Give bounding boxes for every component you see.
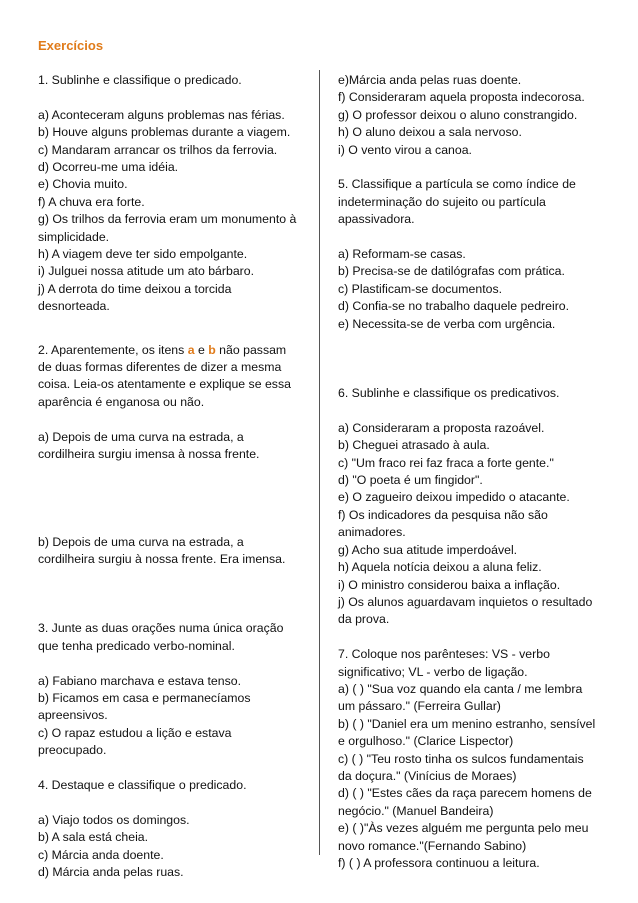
exercise-7-item: c) ( ) "Teu rosto tinha os sulcos fundamentais da doçura." (Vinícius de Moraes) bbox=[338, 751, 584, 783]
column-divider bbox=[319, 70, 320, 855]
exercise-4-item: c) Márcia anda doente. bbox=[38, 847, 164, 862]
exercise-6-item: b) Cheguei atrasado à aula. bbox=[338, 438, 490, 453]
exercise-1-item: i) Julguei nossa atitude um ato bárbaro. bbox=[38, 264, 255, 279]
exercise-7-prompt: 7. Coloque nos parênteses: VS - verbo significativo; VL - verbo de ligação. bbox=[338, 647, 550, 679]
exercise-5-prompt: 5. Classifique a partícula se como índice de indeterminação do sujeito ou partícula apassivadora. bbox=[338, 177, 576, 227]
exercise-1-item: c) Mandaram arrancar os trilhos da ferrovia. bbox=[38, 142, 278, 157]
exercise-1-item: e) Chovia muito. bbox=[38, 177, 128, 192]
exercise-5-item: c) Plastificam-se documentos. bbox=[338, 281, 503, 296]
exercise-1-item: d) Ocorreu-me uma idéia. bbox=[38, 160, 179, 175]
exercise-4-item: e)Márcia anda pelas ruas doente. bbox=[338, 73, 522, 87]
exercise-5-item: a) Reformam-se casas. bbox=[338, 247, 466, 262]
item-a-highlight: a bbox=[187, 342, 195, 357]
exercise-1-prompt: 1. Sublinhe e classifique o predicado. bbox=[38, 73, 242, 87]
exercise-6-item: j) Os alunos aguardavam inquietos o resultado da prova. bbox=[338, 594, 593, 627]
exercise-3-item: b) Ficamos em casa e permanecíamos apreensivos. bbox=[38, 690, 251, 723]
exercise-3-prompt: 3. Junte as duas orações numa única oração que tenha predicado verbo-nominal. bbox=[38, 621, 284, 653]
exercise-7-item: d) ( ) "Estes cães da raça parecem homens de negócio." (Manuel Bandeira) bbox=[338, 786, 592, 818]
exercise-4-item: d) Márcia anda pelas ruas. bbox=[38, 864, 184, 879]
exercise-1-item: a) Aconteceram alguns problemas nas férias. bbox=[38, 107, 285, 122]
right-column bbox=[338, 72, 600, 872]
exercise-4-item: i) O vento virou a canoa. bbox=[338, 142, 472, 157]
exercise-1-item: j) A derrota do time deixou a torcida desnorteada. bbox=[38, 281, 232, 314]
exercise-2-prompt-part: não passam de duas formas diferentes de dizer a mesma coisa. Leia-os atentamente e explique se essa aparência é enganosa ou não. bbox=[38, 342, 291, 409]
exercise-6-item: a) Consideraram a proposta razoável. bbox=[338, 420, 545, 435]
exercise-2-prompt-part: 2. Aparentemente, os itens bbox=[38, 342, 188, 357]
exercise-7-item: a) ( ) "Sua voz quando ela canta / me lembra um pássaro." (Ferreira Gullar) bbox=[338, 681, 583, 714]
exercise-7-item: b) ( ) "Daniel era um menino estranho, sensível e orgulhoso." (Clarice Lispector) bbox=[338, 716, 596, 749]
exercise-3-item: a) Fabiano marchava e estava tenso. bbox=[38, 673, 242, 688]
exercise-2-prompt-part: e bbox=[194, 342, 209, 357]
exercise-6-prompt: 6. Sublinhe e classifique os predicativos. bbox=[338, 386, 560, 401]
exercise-4-item: b) A sala está cheia. bbox=[38, 830, 149, 845]
exercise-1-item: g) Os trilhos da ferrovia eram um monumento à simplicidade. bbox=[38, 212, 297, 244]
item-b-highlight: b bbox=[208, 342, 216, 357]
exercise-3-item: c) O rapaz estudou a lição e estava preocupado. bbox=[38, 725, 232, 758]
exercise-1-item: h) A viagem deve ter sido empolgante. bbox=[38, 247, 248, 262]
exercise-2-item-a: a) Depois de uma curva na estrada, a cordilheira surgiu imensa à nossa frente. bbox=[38, 429, 260, 462]
exercise-2-item-b: b) Depois de uma curva na estrada, a cordilheira surgiu à nossa frente. Era imensa. bbox=[38, 534, 286, 566]
exercise-4-item: h) O aluno deixou a sala nervoso. bbox=[338, 125, 522, 140]
exercise-4-item: f) Consideraram aquela proposta indecorosa. bbox=[338, 90, 585, 105]
exercise-4-item: a) Viajo todos os domingos. bbox=[38, 812, 190, 827]
page-title: Exercícios bbox=[38, 38, 104, 53]
exercise-4-item: g) O professor deixou o aluno constrangido. bbox=[338, 107, 578, 122]
exercise-7-item: f) ( ) A professora continuou a leitura. bbox=[338, 856, 540, 870]
exercise-6-item: d) "O poeta é um fingidor". bbox=[338, 473, 483, 488]
exercise-5-item: d) Confia-se no trabalho daquele pedreiro. bbox=[338, 299, 570, 314]
exercise-6-item: e) O zagueiro deixou impedido o atacante. bbox=[338, 490, 570, 505]
exercise-6-item: c) "Um fraco rei faz fraca a forte gente." bbox=[338, 455, 554, 470]
exercise-6-item: h) Aquela notícia deixou a aluna feliz. bbox=[338, 560, 542, 575]
left-column bbox=[38, 72, 300, 881]
exercise-5-item: b) Precisa-se de datilógrafas com prática. bbox=[338, 264, 565, 279]
exercise-4-prompt: 4. Destaque e classifique o predicado. bbox=[38, 777, 247, 792]
exercise-1-item: f) A chuva era forte. bbox=[38, 194, 145, 209]
exercise-5-item: e) Necessita-se de verba com urgência. bbox=[338, 316, 556, 331]
exercise-6-item: f) Os indicadores da pesquisa não são animadores. bbox=[338, 507, 548, 540]
exercise-6-item: i) O ministro considerou baixa a inflação. bbox=[338, 577, 561, 592]
exercise-7-item: e) ( )"Às vezes alguém me pergunta pelo meu novo romance."(Fernando Sabino) bbox=[338, 821, 589, 853]
exercise-1-item: b) Houve alguns problemas durante a viagem. bbox=[38, 125, 291, 140]
exercise-2-prompt bbox=[38, 342, 300, 412]
exercise-6-item: g) Acho sua atitude imperdoável. bbox=[338, 542, 518, 557]
